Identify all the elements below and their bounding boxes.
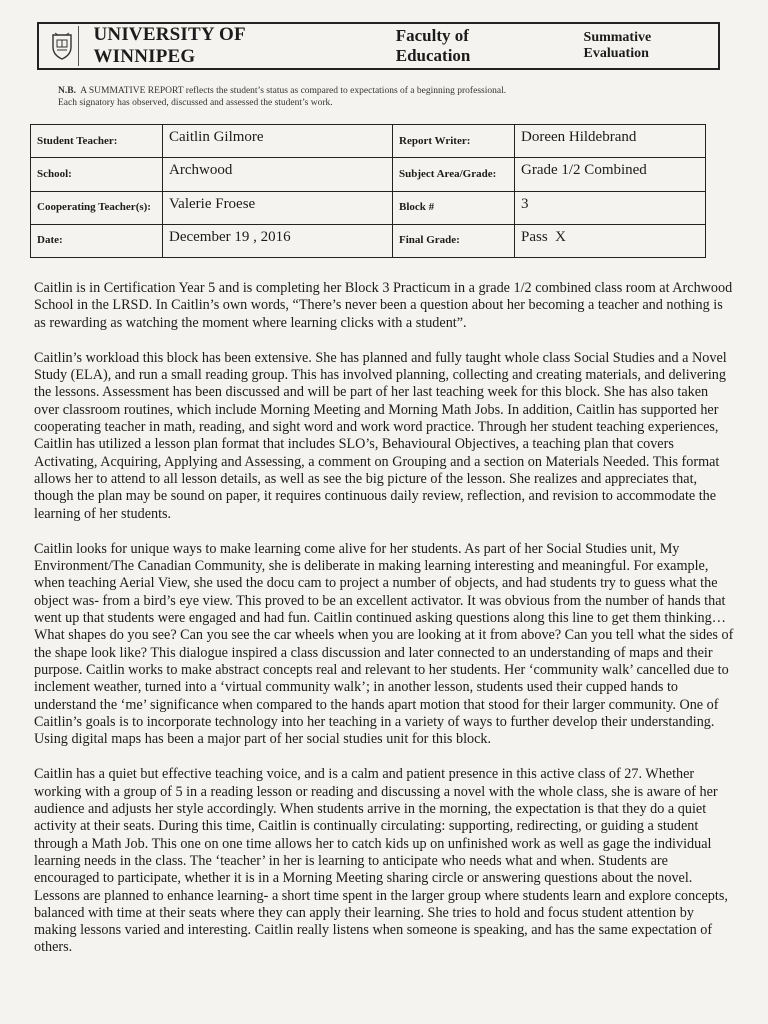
table-row [31, 191, 706, 224]
paragraph-intro: Caitlin is in Certification Year 5 and is completing her Block 3 Practicum in a grade 1/2 combined class room at Archwood School in the LRSD. In Caitlin’s own words, “There’s never been a question about her becoming a teacher and nothing is as rewarding as watching the moment where learning clicks with a student”. [34, 280, 733, 331]
nb-line1: A SUMMATIVE REPORT reflects the student’s status as compared to expectations of a beginning professional. [80, 86, 507, 96]
school-value: Archwood [163, 158, 393, 191]
info-table [30, 124, 706, 258]
university-name: UNIVERSITY OF WINNIPEG [93, 24, 246, 67]
header-box [37, 22, 720, 70]
paragraph-workload: Caitlin’s workload this block has been extensive. She has planned and fully taught whole class Social Studies and a Novel Study (ELA), and run a small reading group. This has involved planning, collecting and creating materials, and delivering the lessons. Assessment has been discussed and will be part of her last teaching week for this block. She has also taken over classroom routines, which include Morning Meeting and Morning Math Jobs. In addition, Caitlin has supported her cooperating teacher in math, reading, and sight word and work word practice. Through her student teaching experiences, Caitlin has utilized a lesson plan format that includes SLO’s, Behavioural Objectives, a teaching plan that covers Activating, Acquiring, Applying and Assessing, a comment on Grouping and a section on Materials Needed. This format allows her to attend to all lesson details, as well as see the big picture of the lesson. She realizes and appreciates that, though the plan may be sound on paper, it requires continuous daily review, reflection, and revision to accommodate the learning of her students. [34, 349, 727, 522]
table-row [31, 125, 706, 158]
final-grade-label: Final Grade: [393, 224, 515, 257]
university-crest-icon [45, 26, 79, 66]
subject-value: Grade 1/2 Combined [515, 158, 706, 191]
block-label: Block # [393, 191, 515, 224]
faculty-name: Faculty of Education [395, 26, 471, 65]
cooperating-label: Cooperating Teacher(s): [31, 191, 163, 224]
nb-line2: Each signatory has observed, discussed and assessed the student’s work. [58, 98, 333, 108]
report-writer-label: Report Writer: [393, 125, 515, 158]
nb-prefix: N.B. [58, 86, 76, 96]
evaluation-body [34, 280, 734, 975]
table-row [31, 224, 706, 257]
cooperating-value: Valerie Froese [163, 191, 393, 224]
subject-label: Subject Area/Grade: [393, 158, 515, 191]
student-teacher-label: Student Teacher: [31, 125, 163, 158]
report-writer-value: Doreen Hildebrand [515, 125, 706, 158]
table-row [31, 158, 706, 191]
paragraph-presence: Caitlin has a quiet but effective teaching voice, and is a calm and patient presence in this active class of 27. Whether working with a group of 5 in a reading lesson or reading and discussing a novel with the whole class, she is aware of her audience and adjusts her style accordingly. When students arrive in the morning, the expectation is that they do a quiet activity at their seats. During this time, Caitlin is continually circulating: supporting, redirecting, or guiding a student through a Math Job. This one on one time allows her to catch kids up on unfinished work as well as gage the individual learning needs in the class. The ‘teacher’ in her is learning to anticipate who needs what and when. Students are encouraged to participate, whether it is in a Morning Meeting sharing circle or answering questions about the novel. Lessons are planned to enhance learning- a short time spent in the larger group where students learn and explore concepts, balanced with time at their seats where they can apply their learning. She tries to hold and focus student attention by making lessons varied and interesting. Caitlin really listens when someone is speaking, and has the same expectation of others. [34, 766, 728, 956]
school-label: School: [31, 158, 163, 191]
block-value: 3 [515, 191, 706, 224]
final-grade-value: Pass X [515, 224, 706, 257]
paragraph-learning: Caitlin looks for unique ways to make learning come alive for her students. As part of her Social Studies unit, My Environment/The Canadian Community, she is deliberate in making learning interesting and meaningful. For example, when teaching Aerial View, she used the docu cam to project a number of objects, and had students try to guess what the object was- from a bird’s eye view. This proved to be an excellent activator. It was obvious from the number of hands that went up that students were engaged and had fun. Caitlin continued asking questions along this line to get them thinking… What shapes do you see? Can you see the car wheels when you are looking at it from above? Can you tell what the sides of the shape look like? This dialogue inspired a class discussion and later connected to an understanding of maps and their purpose. Caitlin works to make abstract concepts real and relevant to her students. Her ‘community walk’ cancelled due to inclement weather, turned into a ‘virtual community walk’; in another lesson, students used their cupped hands to understand the ‘me’ significance when compared to the hands apart motion that stood for their larger community. One of Caitlin’s goals is to incorporate technology into her teaching in a variety of ways to further develop their understanding. Using digital maps has been a major part of her social studies unit for this block. [34, 540, 734, 748]
date-value: December 19 , 2016 [163, 224, 393, 257]
form-type: Summative Evaluation [583, 30, 652, 61]
student-teacher-value: Caitlin Gilmore [163, 125, 393, 158]
nb-note [58, 85, 506, 109]
date-label: Date: [31, 224, 163, 257]
